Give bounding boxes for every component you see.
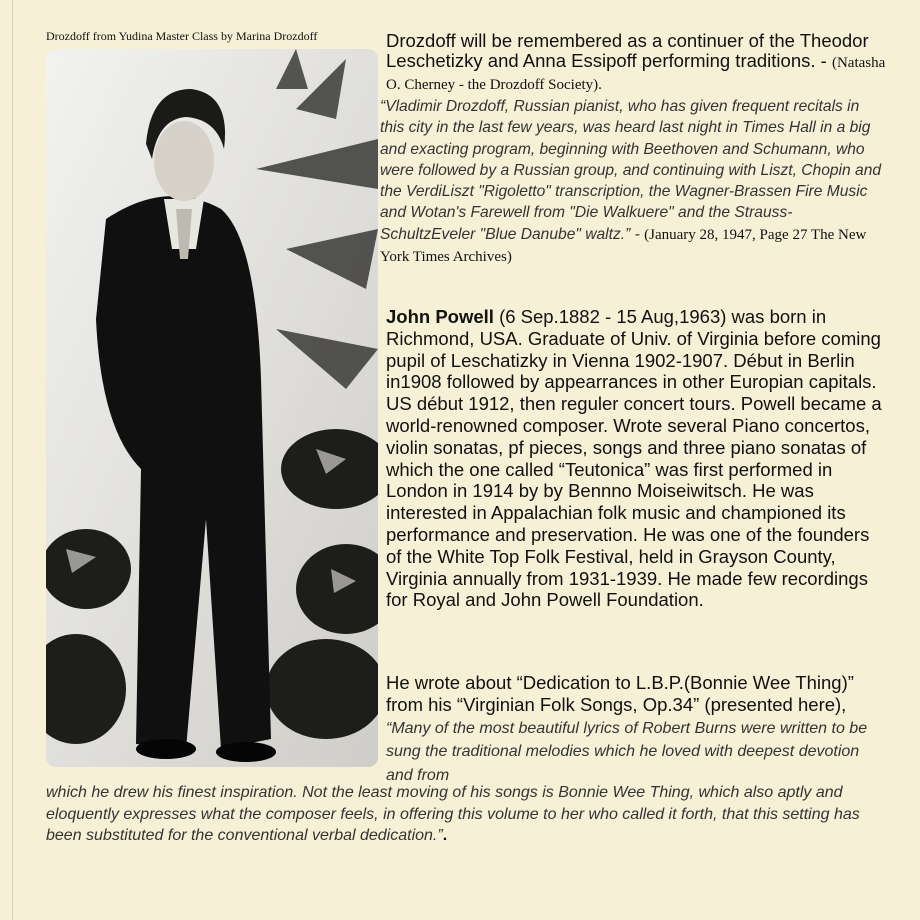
review-source: (January 28, 1947, Page 27 The New York Times Archives) (380, 226, 867, 266)
review-paragraph (380, 96, 886, 268)
portrait-photo (46, 49, 378, 767)
bio-name: John Powell (386, 306, 494, 327)
dedication-quote-end: which he drew his finest inspiration. Not the least moving of his songs is Bonnie Wee Thing, which also aptly and eloquently expresses what the composer feels, in offering this volume to her who called it forth, that this setting has been substituted for the conventional verbal dedication.” (46, 784, 860, 844)
portrait-illustration (46, 49, 378, 767)
bio-paragraph (386, 306, 886, 611)
dedication-quote-continued (46, 782, 886, 847)
intro-paragraph (386, 31, 886, 95)
dedication-paragraph (386, 672, 886, 787)
page-margin-rule (12, 0, 13, 920)
review-quote: “Vladimir Drozdoff, Russian pianist, who has given frequent recitals in this city in the last few years, was heard last night in Times Hall in a big and exacting program, beginning with Beethoven and Schumann, who were followed by a Russian group, and continuing with Liszt, Chopin and the VerdiLiszt "Rigoletto" transcription, the Wagner-Brassen Fire Music and Wotan's Farewell from "Die Walkuere" and the Strauss-SchultzEveler "Blue Danube" waltz.” - (380, 98, 882, 243)
bio-text: (6 Sep.1882 - 15 Aug,1963) was born in Richmond, USA. Graduate of Univ. of Virginia before coming pupil of Leschatizky in Vienna 1902-1907. Début in Berlin in1908 followed by appearrances in other Europian capitals. US début 1912, then reguler concert tours. Powell became a world-renowned composer. Wrote several Piano concertos, violin sonatas, pf pieces, songs and three piano sonatas of which the one called “Teutonica” was first performed in London in 1914 by by Bennno Moiseiwitsch. He was interested in Appalachian folk music and championed its performance and preservation. He was one of the founders of the White Top Folk Festival, held in Grayson County, Virginia annually from 1931-1939. He made few recordings for Royal and John Powell Foundation. (386, 306, 882, 611)
dedication-quote-start: “Many of the most beautiful lyrics of Robert Burns were written to be sung the traditional melodies which he loved with deepest devotion and from (386, 719, 868, 785)
photo-caption: Drozdoff from Yudina Master Class by Marina Drozdoff (46, 29, 318, 43)
dedication-end-mark: . (442, 827, 448, 844)
dedication-text: He wrote about “Dedication to L.B.P.(Bonnie Wee Thing)” from his “Virginian Folk Songs, Op.34” (presented here), (386, 672, 854, 715)
intro-text: Drozdoff will be remembered as a continuer of the Theodor Leschetizky and Anna Essipoff performing traditions. - (386, 30, 869, 71)
intro-source: (Natasha O. Cherney - the Drozdoff Society). (386, 55, 886, 93)
